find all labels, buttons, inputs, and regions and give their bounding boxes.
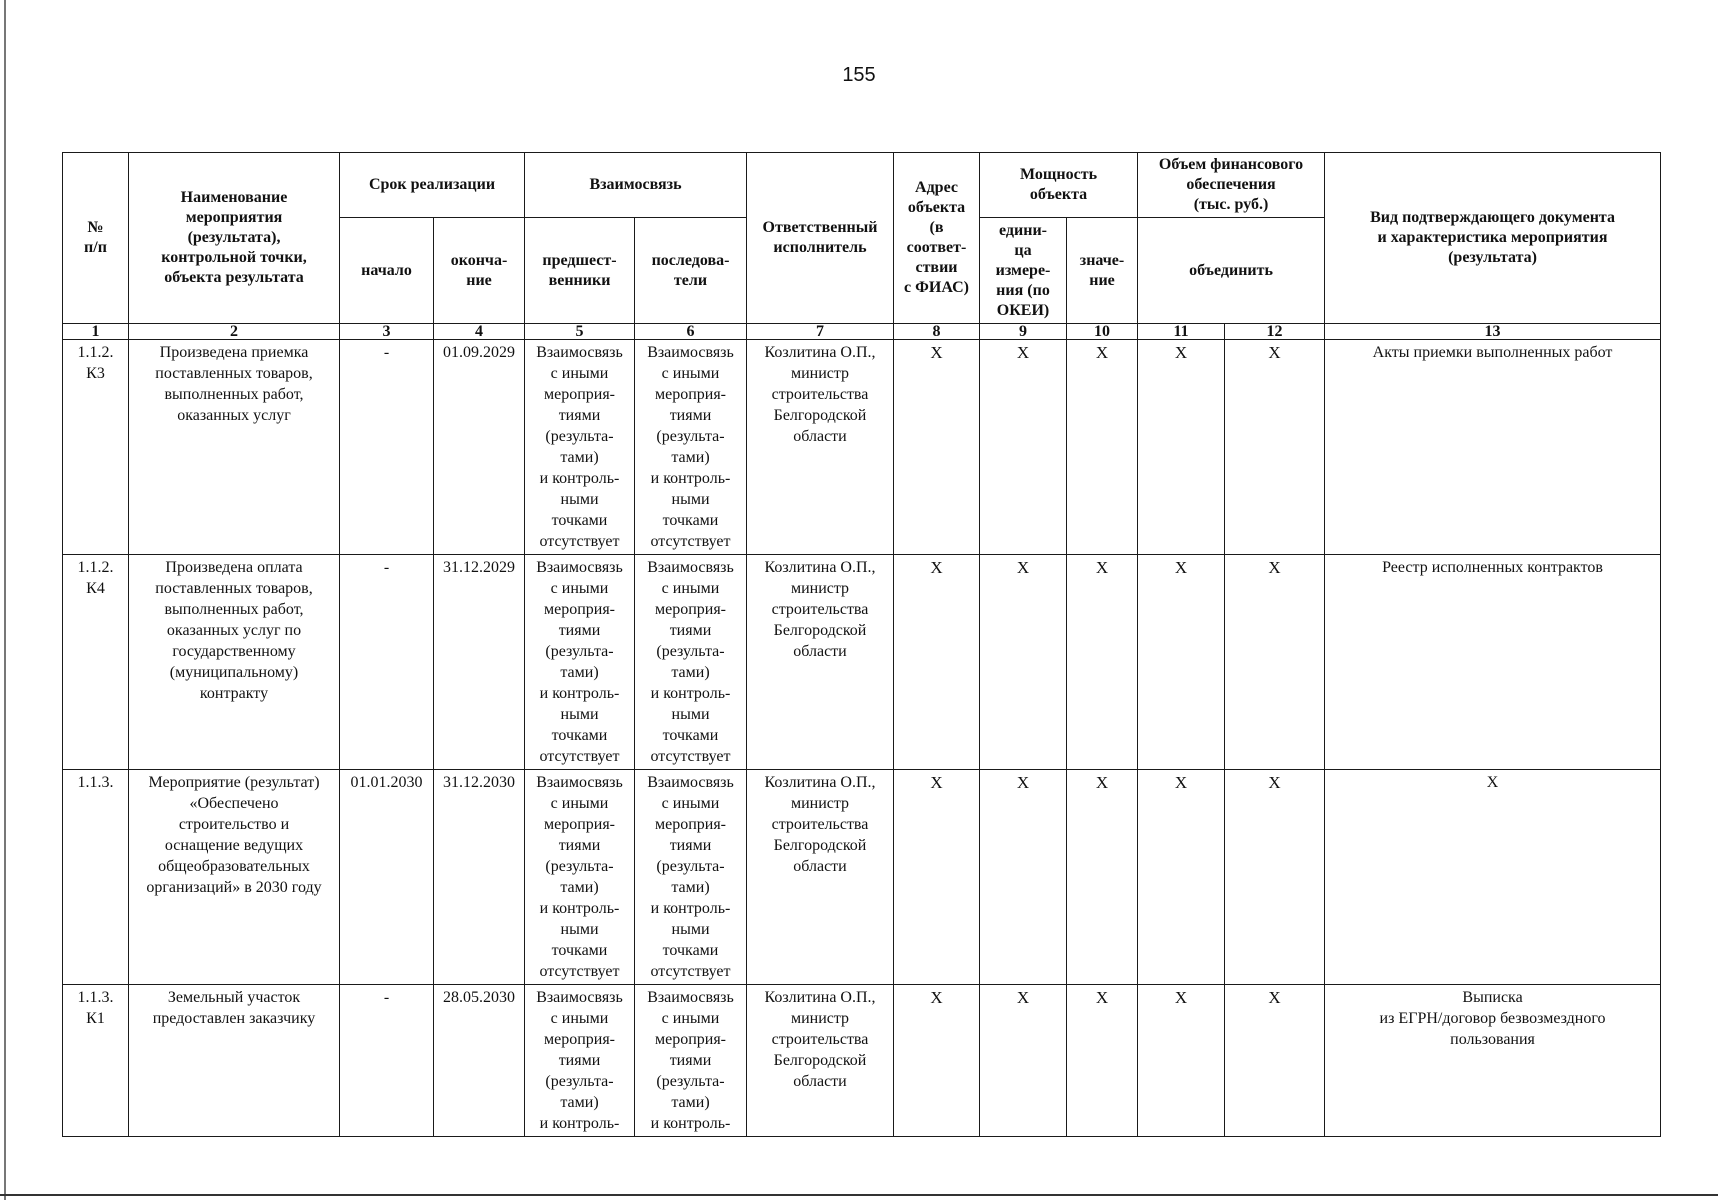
header-relation-prev: предшест- венники (525, 218, 635, 324)
column-number: 10 (1067, 324, 1138, 340)
cell-finance-12: X (1225, 985, 1325, 1137)
cell-document: X (1325, 770, 1661, 985)
cell-document: Акты приемки выполненных работ (1325, 340, 1661, 555)
cell-num: 1.1.3. (63, 770, 129, 985)
cell-start: - (340, 340, 434, 555)
cell-executor: Козлитина О.П., министр строительства Белгородской области (747, 985, 894, 1137)
cell-address: X (894, 985, 980, 1137)
column-number: 2 (129, 324, 340, 340)
cell-end: 28.05.2030 (434, 985, 525, 1137)
table-row (63, 985, 1661, 1137)
cell-executor: Козлитина О.П., министр строительства Белгородской области (747, 555, 894, 770)
column-number: 8 (894, 324, 980, 340)
cell-num: 1.1.2. К4 (63, 555, 129, 770)
cell-capacity-unit: X (980, 985, 1067, 1137)
header-period: Срок реализации (340, 153, 525, 218)
header-executor: Ответственный исполнитель (747, 153, 894, 324)
cell-name: Произведена приемка поставленных товаров, выполненных работ, оказанных услуг (129, 340, 340, 555)
column-number: 5 (525, 324, 635, 340)
cell-document: Выписка из ЕГРН/договор безвозмездного пользования (1325, 985, 1661, 1137)
scan-edge (4, 0, 6, 1200)
cell-address: X (894, 340, 980, 555)
header-finance: Объем финансового обеспечения (тыс. руб.) (1138, 153, 1325, 218)
column-number: 1 (63, 324, 129, 340)
header-capacity-unit: едини- ца измере- ния (по ОКЕИ) (980, 218, 1067, 324)
header-num: № п/п (63, 153, 129, 324)
page-number: 155 (842, 64, 876, 86)
cell-address: X (894, 770, 980, 985)
column-number: 13 (1325, 324, 1661, 340)
table-row (63, 770, 1661, 985)
cell-prev: Взаимосвязь с иными мероприя- тиями (результа- тами) и контроль- (525, 985, 635, 1137)
cell-finance-11: X (1138, 555, 1225, 770)
header-capacity-value: значе- ние (1067, 218, 1138, 324)
cell-end: 31.12.2030 (434, 770, 525, 985)
cell-next: Взаимосвязь с иными мероприя- тиями (результа- тами) и контроль- ными точками отсутствует (635, 340, 747, 555)
activities-table (62, 152, 1661, 1137)
header-address: Адрес объекта (в соответ- ствии с ФИАС) (894, 153, 980, 324)
header-period-end: оконча- ние (434, 218, 525, 324)
column-number-row (63, 324, 1661, 340)
cell-capacity-unit: X (980, 555, 1067, 770)
cell-address: X (894, 555, 980, 770)
cell-finance-11: X (1138, 985, 1225, 1137)
column-number: 6 (635, 324, 747, 340)
cell-capacity-unit: X (980, 770, 1067, 985)
column-number: 3 (340, 324, 434, 340)
cell-finance-12: X (1225, 770, 1325, 985)
header-relation-next: последова- тели (635, 218, 747, 324)
cell-document: Реестр исполненных контрактов (1325, 555, 1661, 770)
cell-executor: Козлитина О.П., министр строительства Белгородской области (747, 770, 894, 985)
column-number: 7 (747, 324, 894, 340)
header-capacity: Мощность объекта (980, 153, 1138, 218)
cell-start: - (340, 555, 434, 770)
cell-prev: Взаимосвязь с иными мероприя- тиями (результа- тами) и контроль- ными точками отсутствует (525, 555, 635, 770)
cell-capacity-value: X (1067, 985, 1138, 1137)
cell-capacity-value: X (1067, 340, 1138, 555)
header-relation: Взаимосвязь (525, 153, 747, 218)
table-row (63, 340, 1661, 555)
cell-name: Земельный участок предоставлен заказчику (129, 985, 340, 1137)
cell-capacity-value: X (1067, 770, 1138, 985)
cell-finance-12: X (1225, 340, 1325, 555)
column-number: 12 (1225, 324, 1325, 340)
cell-name: Произведена оплата поставленных товаров, выполненных работ, оказанных услуг по государственному (муниципальному) контракту (129, 555, 340, 770)
table-row (63, 555, 1661, 770)
column-number: 11 (1138, 324, 1225, 340)
cell-executor: Козлитина О.П., министр строительства Белгородской области (747, 340, 894, 555)
header-finance-merge: объединить (1138, 218, 1325, 324)
cell-finance-12: X (1225, 555, 1325, 770)
header-document: Вид подтверждающего документа и характеристика мероприятия (результата) (1325, 153, 1661, 324)
cell-num: 1.1.2. К3 (63, 340, 129, 555)
cell-prev: Взаимосвязь с иными мероприя- тиями (результа- тами) и контроль- ными точками отсутствует (525, 770, 635, 985)
cell-finance-11: X (1138, 340, 1225, 555)
cell-end: 01.09.2029 (434, 340, 525, 555)
cell-capacity-value: X (1067, 555, 1138, 770)
cell-end: 31.12.2029 (434, 555, 525, 770)
cell-start: 01.01.2030 (340, 770, 434, 985)
header-name: Наименование мероприятия (результата), контрольной точки, объекта результата (129, 153, 340, 324)
column-number: 9 (980, 324, 1067, 340)
cell-num: 1.1.3. К1 (63, 985, 129, 1137)
cell-next: Взаимосвязь с иными мероприя- тиями (результа- тами) и контроль- (635, 985, 747, 1137)
cell-finance-11: X (1138, 770, 1225, 985)
cell-capacity-unit: X (980, 340, 1067, 555)
page-bottom-border (0, 1194, 1718, 1196)
header-period-start: начало (340, 218, 434, 324)
cell-start: - (340, 985, 434, 1137)
cell-name: Мероприятие (результат) «Обеспечено строительство и оснащение ведущих общеобразовательных организаций» в 2030 году (129, 770, 340, 985)
column-number: 4 (434, 324, 525, 340)
cell-next: Взаимосвязь с иными мероприя- тиями (результа- тами) и контроль- ными точками отсутствует (635, 555, 747, 770)
cell-next: Взаимосвязь с иными мероприя- тиями (результа- тами) и контроль- ными точками отсутствует (635, 770, 747, 985)
cell-prev: Взаимосвязь с иными мероприя- тиями (результа- тами) и контроль- ными точками отсутствует (525, 340, 635, 555)
